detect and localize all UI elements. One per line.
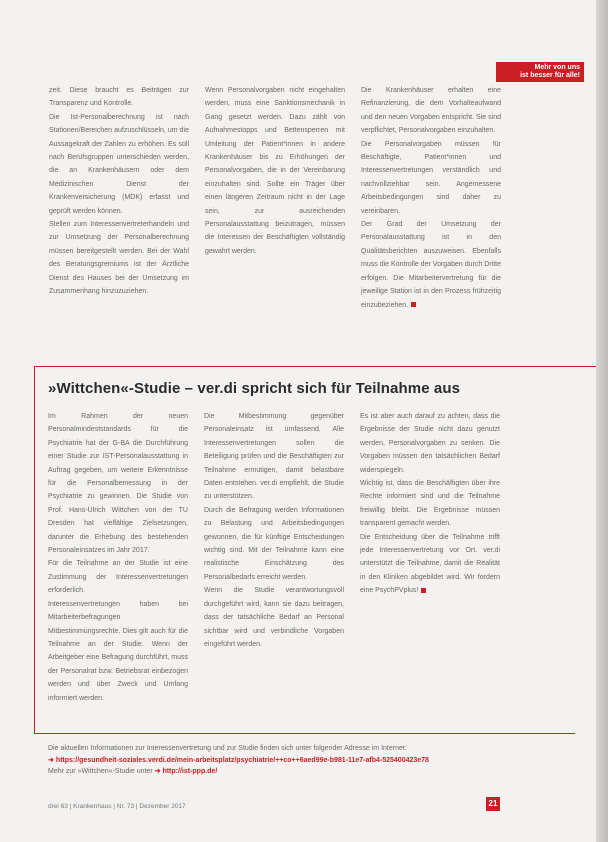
footnote-line-2: Mehr zur »Wittchen«-Studie unter [48,768,153,775]
arrow-right-icon: ➜ [154,768,161,775]
box-column-1 [48,410,188,705]
campaign-tag-line-1: Mehr von uns [534,64,580,71]
paragraph: Die Ist-Personalberechnung ist nach Stationen/Bereichen aufzuschlüsseln, um die Aussagekraft der Zahlen zu erhöhen. Es soll nach Berufsgruppen unterschieden werden, die an Krankenhäusern oder dem Medizinischen Dienst der Krankenversicherung (MDK) erfasst und geprüft werden können. [49,113,189,215]
paragraph: Interessenvertretungen haben bei Mitarbeiterbefragungen Mitbestimmungsrechte. Dies gilt auch für die Teilnahme an der Studie. Wenn der Arbeitgeber eine Befragung durchführt, muss der Personalrat bzw. Betriebsrat einbezogen werden und über Zweck und Umfang informiert werden. [48,600,188,702]
top-column-1 [49,84,189,299]
footnote-link-row-2 [48,766,568,778]
paragraph: Wenn Personalvorgaben nicht eingehalten werden, muss eine Sanktionsmechanik in Gang gesetzt werden. Dazu zählt von Aufnahmestopps und Bettensperren mit Umleitung der Patient*innen in andere Krankenhäuser bis zu Erhöhungen der Personalvorgaben, die in der Vereinbarung einzuhalten sind. Sollte ein Träger über einen längeren Zeitraum nicht in der Lage sein, zur ausreichenden Personalausstattung beizutragen, müssen die Interessen der Beschäftigten vollständig gewahrt werden. [205,87,345,255]
end-mark-icon [411,302,416,307]
paragraph: Es ist aber auch darauf zu achten, dass die Ergebnisse der Studie nicht dazu genutzt werden, Personalvorgaben zu senken. Die Vorgaben müssen den tatsächlichen Bedarf widerspiegeln. [360,413,500,474]
paragraph-text: Der Grad der Umsetzung der Personalausstattung ist in den Qualitätsberichten auszuweisen. Ebenfalls muss die Kontrolle der Vorgaben durch Dritte erfolgen. Die Mitarbeitervertretung für die jeweilige Station ist in den Prozess frühzeitig einzubeziehen. [361,221,501,309]
verdi-psychiatrie-link[interactable]: https://gesundheit-soziales.verdi.de/mein-arbeitsplatz/psychiatrie/++co++6aed99e-b981-11e7-afb4-525400423e78 [55,756,429,764]
paragraph-text: Die Entscheidung über die Teilnahme trifft jede Interessenvertretung vor Ort. ver.di unterstützt die Teilnahme, damit die Realität in den Kliniken abgebildet wird. Wir fordern eine PsychPVplus! [360,533,500,595]
paragraph: Die Mitbestimmung gegenüber Personaleinsatz ist umfassend. Alle Interessenvertretungen sollen die Beteiligung prüfen und die Beschäftigten zur Teilnahme ermutigen, damit belastbare Daten entstehen. ver.di empfiehlt, die Studie zu unterstützen. [204,413,344,501]
paragraph: Für die Teilnahme an der Studie ist eine Zustimmung der Interessenvertretungen erforderlich. [48,560,188,595]
paragraph: Wichtig ist, dass die Beschäftigten über ihre Rechte informiert sind und die Teilnahme freiwillig bleibt. Die Ergebnisse müssen transparent gemacht werden. [360,480,500,528]
top-column-3 [361,84,501,312]
ist-ppp-link[interactable]: http://ist-ppp.de/ [162,768,218,775]
paragraph: Stellen zum Interessenvertreterhandeln und zur Umsetzung der Personalberechnung müssen bereitgestellt werden. Bei der Wahl des Beratungsgremiums ist der Ärztliche Dienst des Hauses bei der Umsetzung im Zusammenhang hinzuzuziehen. [49,221,189,296]
paragraph: Wenn die Studie verantwortungsvoll durchgeführt wird, kann sie dazu beitragen, dass der tatsächliche Bedarf an Personal sichtbar wird und verbindliche Vorgaben eingeführt werden. [204,587,344,648]
box-column-3 [360,410,500,598]
campaign-tag-line-2: ist besser für alle! [520,72,580,79]
paragraph: Die Personalvorgaben müssen für Beschäftigte, Patient*innen und Interessenvertretungen verständlich und nachvollziehbar sein. Angemessene Arbeitsbedingungen sind daher zu vereinbaren. [361,140,501,215]
paragraph: zeit. Diese braucht es Beiträgen zur Transparenz und Kontrolle. [49,87,189,108]
page-footer: drei 63 | Krankenhaus | Nr. 73 | Dezember 2017 [48,803,186,810]
page-edge-shadow [596,0,608,842]
footnote [48,743,568,778]
top-column-2 [205,84,345,258]
arrow-right-icon: ➜ [48,756,54,764]
box-column-2 [204,410,344,651]
footnote-line-1: Die aktuellen Informationen zur Interessenvertretung und zur Studie finden sich unter folgender Adresse im Internet: [48,745,407,752]
campaign-tag [496,62,584,82]
paragraph: Durch die Befragung werden Informationen zu Belastung und Arbeitsbedingungen gewonnen, die für künftige Entscheidungen wichtig sind. Mit der Teilnahme kann eine realistische Einschätzung des Personalbedarfs erreicht werden. [204,506,344,581]
box-headline: »Wittchen«-Studie – ver.di spricht sich für Teilnahme aus [48,380,461,397]
paragraph [361,218,501,312]
paragraph: Im Rahmen der neuen Personalmindeststandards für die Psychiatrie hat der G-BA die Durchführung einer Studie zur IST-Personalausstattung in Auftrag gegeben, um weitere Erkenntnisse für die Personalbemessung in der Psychiatrie zu gewinnen. Die Studie von Prof. Hans-Ulrich Wittchen von der TU Dresden hat vielfältige Zielsetzungen, darunter die Erhebung des bestehenden Personaleinsatzes im Jahr 2017. [48,413,188,555]
page-number: 21 [486,797,500,811]
paragraph [360,531,500,598]
paragraph: Die Krankenhäuser erhalten eine Refinanzierung, die dem Vorhalteaufwand und den neuen Vorgaben entspricht. Sie sind verpflichtet, Personalvorgaben einzuhalten. [361,87,501,135]
footnote-link-row-1 [48,755,568,767]
end-mark-icon [421,588,426,593]
